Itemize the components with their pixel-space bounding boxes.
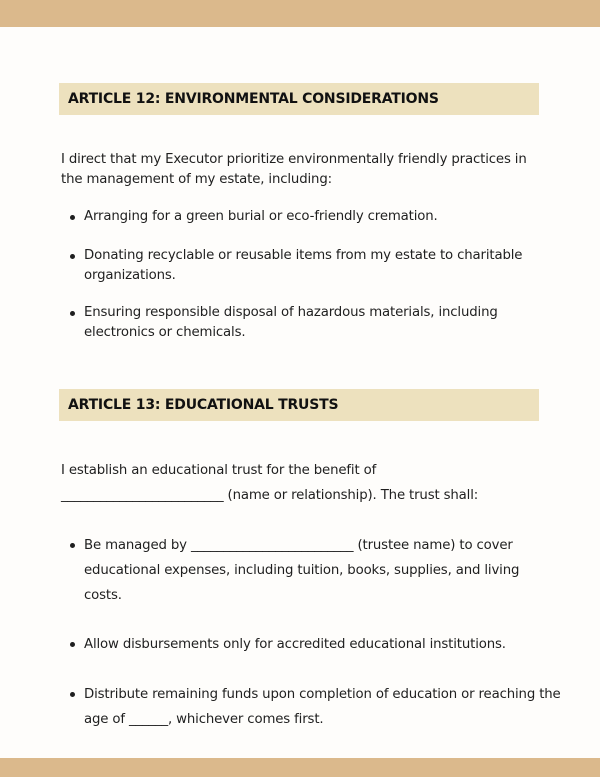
list-item-text-after: , whichever comes first.: [168, 712, 324, 727]
list-item: [61, 246, 544, 286]
list-item-text: Allow disbursements only for accredited educational institutions.: [84, 637, 506, 652]
beneficiary-blank-field[interactable]: _________________________: [61, 488, 224, 503]
trustee-blank-field[interactable]: _________________________: [190, 538, 354, 553]
article-12-intro: I direct that my Executor prioritize environmentally friendly practices in the management of my estate, including:: [61, 152, 527, 187]
intro-text-after: (name or relationship). The trust shall:: [223, 488, 479, 503]
list-item: [61, 533, 544, 608]
list-item: [61, 632, 564, 657]
intro-text-before: I establish an educational trust for the benefit of: [61, 463, 377, 478]
bullet-icon: [70, 215, 75, 220]
list-item: [61, 207, 564, 227]
article-13-intro: [61, 458, 541, 508]
top-accent-bar: [0, 0, 600, 27]
article-13-heading: ARTICLE 13: EDUCATIONAL TRUSTS: [68, 397, 339, 413]
article-12-heading-box: [59, 83, 539, 115]
bottom-accent-bar: [0, 758, 600, 777]
bullet-icon: [70, 543, 75, 548]
list-item-text-after: (trustee name) to cover educational expenses, including tuition, books, supplies, and living costs.: [84, 538, 520, 603]
bullet-icon: [70, 311, 75, 316]
list-item-text: Arranging for a green burial or eco-friendly cremation.: [84, 209, 438, 224]
article-13-heading-box: [59, 389, 539, 421]
bullet-icon: [70, 642, 75, 647]
list-item-text: Ensuring responsible disposal of hazardous materials, including electronics or chemicals.: [84, 305, 498, 340]
list-item: [61, 303, 544, 343]
age-blank-field[interactable]: ______: [129, 712, 168, 727]
bullet-icon: [70, 254, 75, 259]
bullet-icon: [70, 692, 75, 697]
list-item-text-before: Distribute remaining funds upon completion of education or reaching the age of: [84, 687, 561, 727]
list-item-text-before: Be managed by: [84, 538, 191, 553]
list-item-text: Donating recyclable or reusable items from my estate to charitable organizations.: [84, 248, 523, 283]
article-12-heading: ARTICLE 12: ENVIRONMENTAL CONSIDERATIONS: [68, 91, 439, 107]
list-item: [61, 682, 564, 732]
